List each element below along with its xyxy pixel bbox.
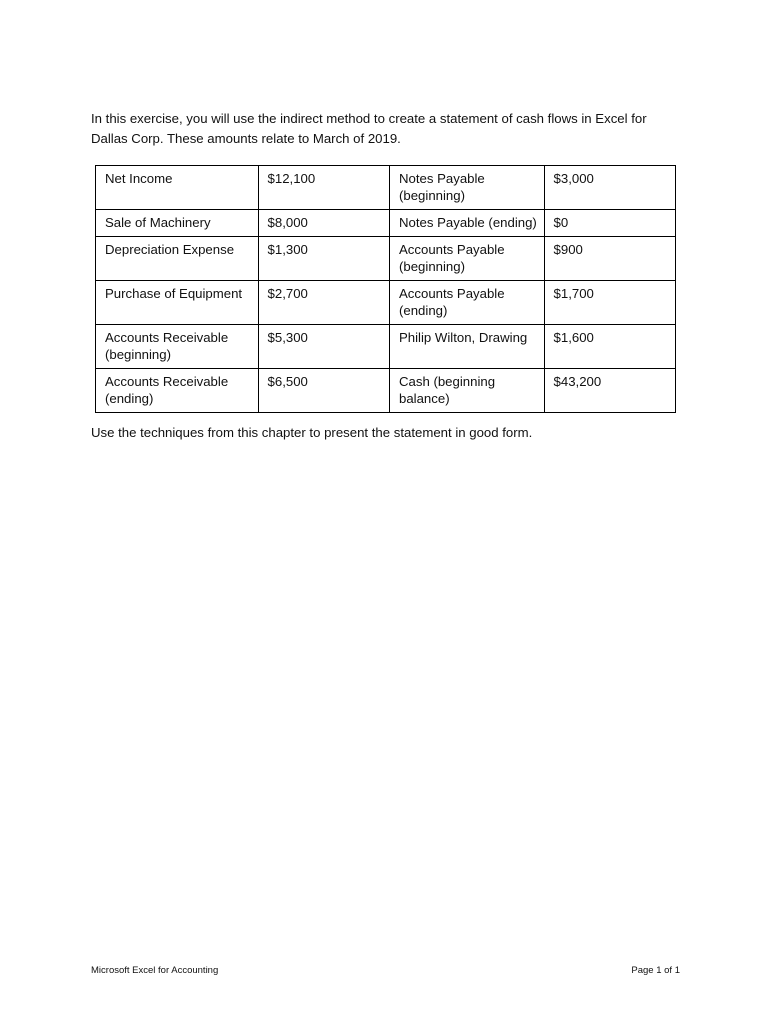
table-cell-label: Cash (beginning balance) bbox=[390, 369, 545, 413]
table-cell-amount: $12,100 bbox=[258, 166, 389, 210]
table-cell-label: Accounts Payable (beginning) bbox=[390, 237, 545, 281]
table-cell-amount: $6,500 bbox=[258, 369, 389, 413]
table-cell-label: Notes Payable (ending) bbox=[390, 210, 545, 237]
table-cell-amount: $8,000 bbox=[258, 210, 389, 237]
table-cell-label: Philip Wilton, Drawing bbox=[390, 325, 545, 369]
table-cell-label: Purchase of Equipment bbox=[96, 281, 259, 325]
table-row bbox=[96, 166, 676, 210]
table-cell-amount: $5,300 bbox=[258, 325, 389, 369]
instruction-paragraph: Use the techniques from this chapter to present the statement in good form. bbox=[91, 425, 533, 440]
table-cell-label: Net Income bbox=[96, 166, 259, 210]
table-cell-amount: $43,200 bbox=[544, 369, 675, 413]
table-cell-label: Sale of Machinery bbox=[96, 210, 259, 237]
table-row bbox=[96, 325, 676, 369]
table-row bbox=[96, 369, 676, 413]
table-cell-amount: $3,000 bbox=[544, 166, 675, 210]
table-row bbox=[96, 210, 676, 237]
footer-title: Microsoft Excel for Accounting bbox=[91, 965, 219, 976]
table-cell-amount: $1,300 bbox=[258, 237, 389, 281]
table-row bbox=[96, 281, 676, 325]
table-row bbox=[96, 237, 676, 281]
page-number: Page 1 of 1 bbox=[631, 965, 680, 976]
table-cell-amount: $900 bbox=[544, 237, 675, 281]
table-cell-label: Accounts Payable (ending) bbox=[390, 281, 545, 325]
table-cell-label: Accounts Receivable (beginning) bbox=[96, 325, 259, 369]
table-cell-amount: $1,700 bbox=[544, 281, 675, 325]
table-cell-amount: $2,700 bbox=[258, 281, 389, 325]
amounts-table bbox=[95, 165, 676, 413]
table-cell-label: Depreciation Expense bbox=[96, 237, 259, 281]
table-cell-amount: $1,600 bbox=[544, 325, 675, 369]
table-cell-amount: $0 bbox=[544, 210, 675, 237]
table-cell-label: Accounts Receivable (ending) bbox=[96, 369, 259, 413]
table-cell-label: Notes Payable (beginning) bbox=[390, 166, 545, 210]
intro-paragraph: In this exercise, you will use the indirect method to create a statement of cash flows in Excel for Dallas Corp. These amounts relate to March of 2019. bbox=[91, 111, 647, 146]
